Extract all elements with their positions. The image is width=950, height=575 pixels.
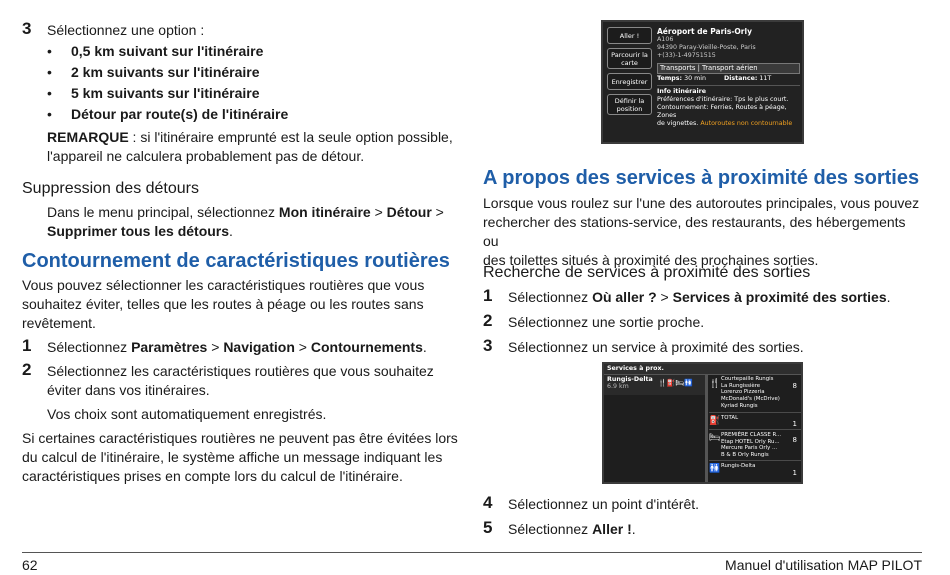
text: > — [294, 339, 311, 355]
text: revêtement. — [22, 315, 96, 331]
note-text: Vos choix sont automatiquement enregistrés. — [47, 406, 327, 422]
step-number: 3 — [483, 336, 493, 355]
step-text — [508, 520, 636, 539]
remark-text: l'appareil ne calculera probablement pas de détour. — [47, 148, 365, 164]
step-number: 4 — [483, 493, 493, 512]
route-info-line: Préférences d'itinéraire: Tps le plus court. — [657, 96, 789, 103]
paragraph — [483, 194, 923, 270]
text: > — [207, 339, 224, 355]
hotel-icon: 🛏 — [709, 433, 721, 443]
poi-name: B & B Orly Rungis — [721, 452, 769, 459]
menu-path: Où aller ? — [592, 289, 657, 305]
paragraph — [22, 429, 462, 486]
option-label: 0,5 km suivant sur l'itinéraire — [71, 43, 264, 59]
option-list — [47, 42, 447, 126]
step-number: 2 — [22, 360, 32, 379]
text: Lorsque vous roulez sur l'une des autoroutes principales, vous pouvez — [483, 195, 920, 211]
poi-name: McDonald's (McDrive) — [721, 396, 780, 403]
text: . — [631, 521, 636, 537]
text: Sélectionnez les caractéristiques routières que vous souhaitez — [47, 363, 434, 379]
text: > — [431, 204, 444, 220]
device-screenshot-services — [602, 362, 803, 484]
menu-path: Contournements — [310, 339, 423, 355]
distance-label: Distance: — [723, 75, 758, 82]
time-label: Temps: — [657, 75, 683, 82]
step-text — [508, 288, 891, 307]
paragraph — [22, 276, 452, 333]
step-number: 3 — [22, 19, 32, 38]
device-screenshot-place — [601, 20, 804, 144]
section-heading: Recherche de services à proximité des sorties — [483, 264, 811, 281]
text: rechercher des stations-service, des restaurants, des hébergements ou — [483, 214, 906, 249]
divider — [705, 375, 708, 482]
poi-name: Etap HOTEL Orly Ru... — [721, 438, 780, 445]
list-item: • 0,5 km suivant sur l'itinéraire — [47, 43, 264, 59]
poi-group — [709, 429, 801, 460]
restroom-icon: 🚻 — [709, 464, 721, 474]
step-number: 2 — [483, 311, 493, 330]
step-number: 1 — [22, 336, 32, 355]
text: Si certaines caractéristiques routières ne peuvent pas être évitées lors — [22, 430, 458, 446]
section-title: A propos des services à proximité des sorties — [483, 167, 920, 189]
exit-name: Rungis-Delta — [607, 376, 653, 383]
text: Sélectionnez — [508, 521, 593, 537]
step-text — [47, 338, 427, 357]
list-item: • Détour par route(s) de l'itinéraire — [47, 106, 289, 122]
address-line: 94390 Paray-Vieille-Poste, Paris — [657, 44, 756, 51]
poi-name: Lorenzo Pizzeria — [721, 389, 765, 396]
menu-path: Détour — [386, 204, 432, 220]
go-button: Aller ! — [607, 27, 652, 44]
footer-rule — [22, 552, 922, 553]
step-number: 1 — [483, 286, 493, 305]
fuel-icon: ⛽ — [709, 416, 721, 426]
step-text: Sélectionnez une option : — [47, 22, 205, 38]
poi-name: La Rungissière — [721, 382, 761, 389]
step-text — [47, 362, 457, 400]
page-number: 62 — [22, 557, 38, 573]
remark — [47, 128, 457, 166]
menu-path: Services à proximité des sorties — [672, 289, 887, 305]
poi-name: TOTAL — [721, 415, 739, 421]
menu-path: Supprimer tous les détours — [47, 223, 230, 239]
services-icons: 🍴⛽🛏🚻 — [658, 379, 694, 387]
paragraph — [47, 203, 457, 241]
step-text: Sélectionnez un point d'intérêt. — [508, 496, 700, 512]
poi-name: Rungis-Delta — [721, 463, 756, 469]
screen-title: Services à prox. — [607, 365, 664, 372]
route-info — [657, 85, 800, 128]
poi-name: Courtepaille Rungis — [721, 376, 774, 382]
phone-number: +(33)-1-49751515 — [657, 52, 716, 59]
text: > — [370, 204, 387, 220]
text: > — [656, 289, 673, 305]
step-text: Sélectionnez un service à proximité des sorties. — [508, 339, 804, 355]
route-info-line: Contournement: Ferries, Routes à péage, Zones — [657, 104, 787, 119]
step-number: 5 — [483, 518, 493, 537]
text: du calcul de l'itinéraire, le système affiche un message indiquant les — [22, 449, 443, 465]
place-name: Aéroport de Paris-Orly — [657, 27, 752, 36]
address-line: A106 — [657, 36, 674, 43]
option-label: Détour par route(s) de l'itinéraire — [71, 106, 289, 122]
option-label: 2 km suivants sur l'itinéraire — [71, 64, 260, 80]
text: caractéristiques prises en compte lors du calcul de l'itinéraire. — [22, 468, 403, 484]
remark-text: : si l'itinéraire emprunté est la seule option possible, — [128, 129, 453, 145]
text: . — [229, 223, 233, 239]
poi-count: 1 — [792, 420, 797, 428]
text: Sélectionnez — [47, 339, 132, 355]
option-label: 5 km suivants sur l'itinéraire — [71, 85, 260, 101]
warning-text: Autoroutes non contournable — [700, 120, 793, 127]
step-text: Sélectionnez une sortie proche. — [508, 314, 705, 330]
menu-path: Aller ! — [592, 521, 632, 537]
restaurant-icon: 🍴 — [709, 379, 721, 389]
list-item: • 5 km suivants sur l'itinéraire — [47, 85, 260, 101]
text: Vous pouvez sélectionner les caractéristiques routières que vous — [22, 277, 425, 293]
text: éviter dans vos itinéraires. — [47, 382, 210, 398]
section-heading: Suppression des détours — [22, 180, 199, 197]
poi-group — [709, 460, 801, 479]
time-value: 30 min — [684, 75, 706, 82]
save-button: Enregistrer — [607, 73, 652, 90]
poi-count: 1 — [792, 469, 797, 477]
text: Dans le menu principal, sélectionnez — [47, 204, 279, 220]
place-details — [657, 27, 800, 128]
poi-group — [709, 376, 801, 412]
set-position-button: Définir la position — [607, 94, 652, 115]
poi-count: 8 — [792, 436, 797, 444]
exit-distance: 6.9 km — [607, 383, 629, 390]
poi-name: Mercure Paris Orly ... — [721, 445, 778, 452]
exit-row — [604, 375, 705, 395]
distance-value: 11T — [759, 75, 772, 82]
menu-path: Paramètres — [131, 339, 208, 355]
list-item: • 2 km suivants sur l'itinéraire — [47, 64, 260, 80]
text: . — [886, 289, 891, 305]
menu-path: Navigation — [223, 339, 295, 355]
browse-map-button: Parcourir la carte — [607, 48, 652, 69]
poi-name: Kyriad Rungis — [721, 402, 758, 409]
poi-group — [709, 412, 801, 429]
manual-title: Manuel d'utilisation MAP PILOT — [725, 557, 922, 573]
remark-label: REMARQUE — [47, 129, 129, 145]
section-title: Contournement de caractéristiques routières — [22, 250, 450, 272]
text: des toilettes situés à proximité des prochaines sorties. — [483, 252, 819, 268]
poi-count: 8 — [792, 382, 797, 390]
route-info-title: Info itinéraire — [657, 88, 707, 95]
menu-path: Mon itinéraire — [278, 204, 371, 220]
text: souhaitez éviter, telles que les routes à péage ou les routes sans — [22, 296, 424, 312]
category-bar: Transports | Transport aérien — [657, 63, 800, 74]
route-info-line: de vignettes. — [657, 120, 701, 127]
text: Sélectionnez — [508, 289, 593, 305]
trip-summary — [657, 75, 800, 83]
text: . — [422, 339, 427, 355]
poi-name: PREMIÈRE CLASSE R... — [721, 432, 782, 438]
poi-list — [709, 376, 801, 479]
